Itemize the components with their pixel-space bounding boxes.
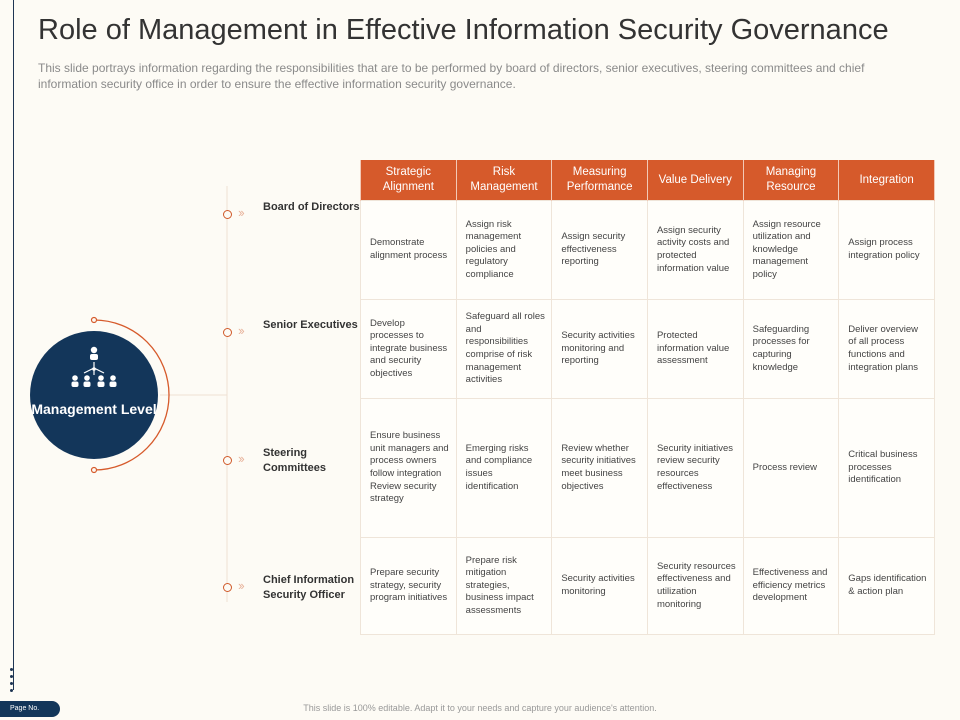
level-label: Senior Executives bbox=[263, 319, 358, 331]
table-cell: Review whether security initiatives meet business objectives bbox=[552, 399, 648, 538]
table-cell: Deliver overview of all process functions and integration plans bbox=[839, 300, 935, 399]
header-value-delivery: Value Delivery bbox=[647, 160, 743, 201]
table-cell: Demonstrate alignment process bbox=[361, 201, 457, 300]
table-cell: Prepare security strategy, security program initiatives bbox=[361, 538, 457, 635]
table-header-row bbox=[361, 160, 935, 201]
chevron-right-icon: ›› bbox=[238, 451, 243, 466]
table-cell: Ensure business unit managers and process owners follow integration Review security strategy bbox=[361, 399, 457, 538]
table-cell: Process review bbox=[743, 399, 839, 538]
table-row bbox=[361, 538, 935, 635]
table-cell: Critical business processes identification bbox=[839, 399, 935, 538]
table-cell: Protected information value assessment bbox=[647, 300, 743, 399]
table-cell: Security initiatives review security resources effectiveness bbox=[647, 399, 743, 538]
management-level-circle bbox=[30, 331, 158, 459]
responsibility-table bbox=[360, 160, 935, 635]
level-label: Chief Information Security Officer bbox=[263, 574, 355, 601]
table-row bbox=[361, 399, 935, 538]
bullet-icon bbox=[223, 328, 232, 337]
table-cell: Assign security effectiveness reporting bbox=[552, 201, 648, 300]
table-row bbox=[361, 201, 935, 300]
table-cell: Safeguard all roles and responsibilities comprise of risk management activities bbox=[456, 300, 552, 399]
table-cell: Assign resource utilization and knowledge management policy bbox=[743, 201, 839, 300]
bullet-icon bbox=[223, 210, 232, 219]
hub-label: Management Level bbox=[31, 401, 157, 417]
level-label: Steering Committees bbox=[263, 447, 326, 474]
org-hierarchy-icon bbox=[71, 345, 117, 391]
table-cell: Emerging risks and compliance issues identification bbox=[456, 399, 552, 538]
bullet-icon bbox=[223, 456, 232, 465]
table-cell: Assign process integration policy bbox=[839, 201, 935, 300]
table-cell: Security resources effectiveness and utilization monitoring bbox=[647, 538, 743, 635]
slide-subtitle: This slide portrays information regarding the responsibilities that are to be performed by board of directors, senior executives, steering committees and chief information security office in order to ensure the effective information security governance. bbox=[38, 61, 865, 91]
page-number-badge: Page No. bbox=[0, 701, 60, 717]
table-cell: Prepare risk mitigation strategies, business impact assessments bbox=[456, 538, 552, 635]
table-cell: Safeguarding processes for capturing knowledge bbox=[743, 300, 839, 399]
header-managing-resource: Managing Resource bbox=[743, 160, 839, 201]
chevron-right-icon: ›› bbox=[238, 578, 243, 593]
header-measuring-performance: Measuring Performance bbox=[552, 160, 648, 201]
table-cell: Gaps identification & action plan bbox=[839, 538, 935, 635]
table-cell: Security activities monitoring bbox=[552, 538, 648, 635]
header-strategic-alignment: Strategic Alignment bbox=[361, 160, 457, 201]
table-cell: Develop processes to integrate business and security objectives bbox=[361, 300, 457, 399]
level-label: Board of Directors bbox=[263, 201, 360, 213]
table-cell: Security activities monitoring and reporting bbox=[552, 300, 648, 399]
footer-note: This slide is 100% editable. Adapt it to your needs and capture your audience's attention. bbox=[303, 703, 657, 713]
table-cell: Assign risk management policies and regulatory compliance bbox=[456, 201, 552, 300]
bullet-icon bbox=[223, 583, 232, 592]
table-cell: Assign security activity costs and protected information value bbox=[647, 201, 743, 300]
chevron-right-icon: ›› bbox=[238, 205, 243, 220]
header-risk-management: Risk Management bbox=[456, 160, 552, 201]
table-row bbox=[361, 300, 935, 399]
slide-title: Role of Management in Effective Information Security Governance bbox=[38, 14, 889, 46]
header-integration: Integration bbox=[839, 160, 935, 201]
table-cell: Effectiveness and efficiency metrics development bbox=[743, 538, 839, 635]
chevron-right-icon: ›› bbox=[238, 323, 243, 338]
